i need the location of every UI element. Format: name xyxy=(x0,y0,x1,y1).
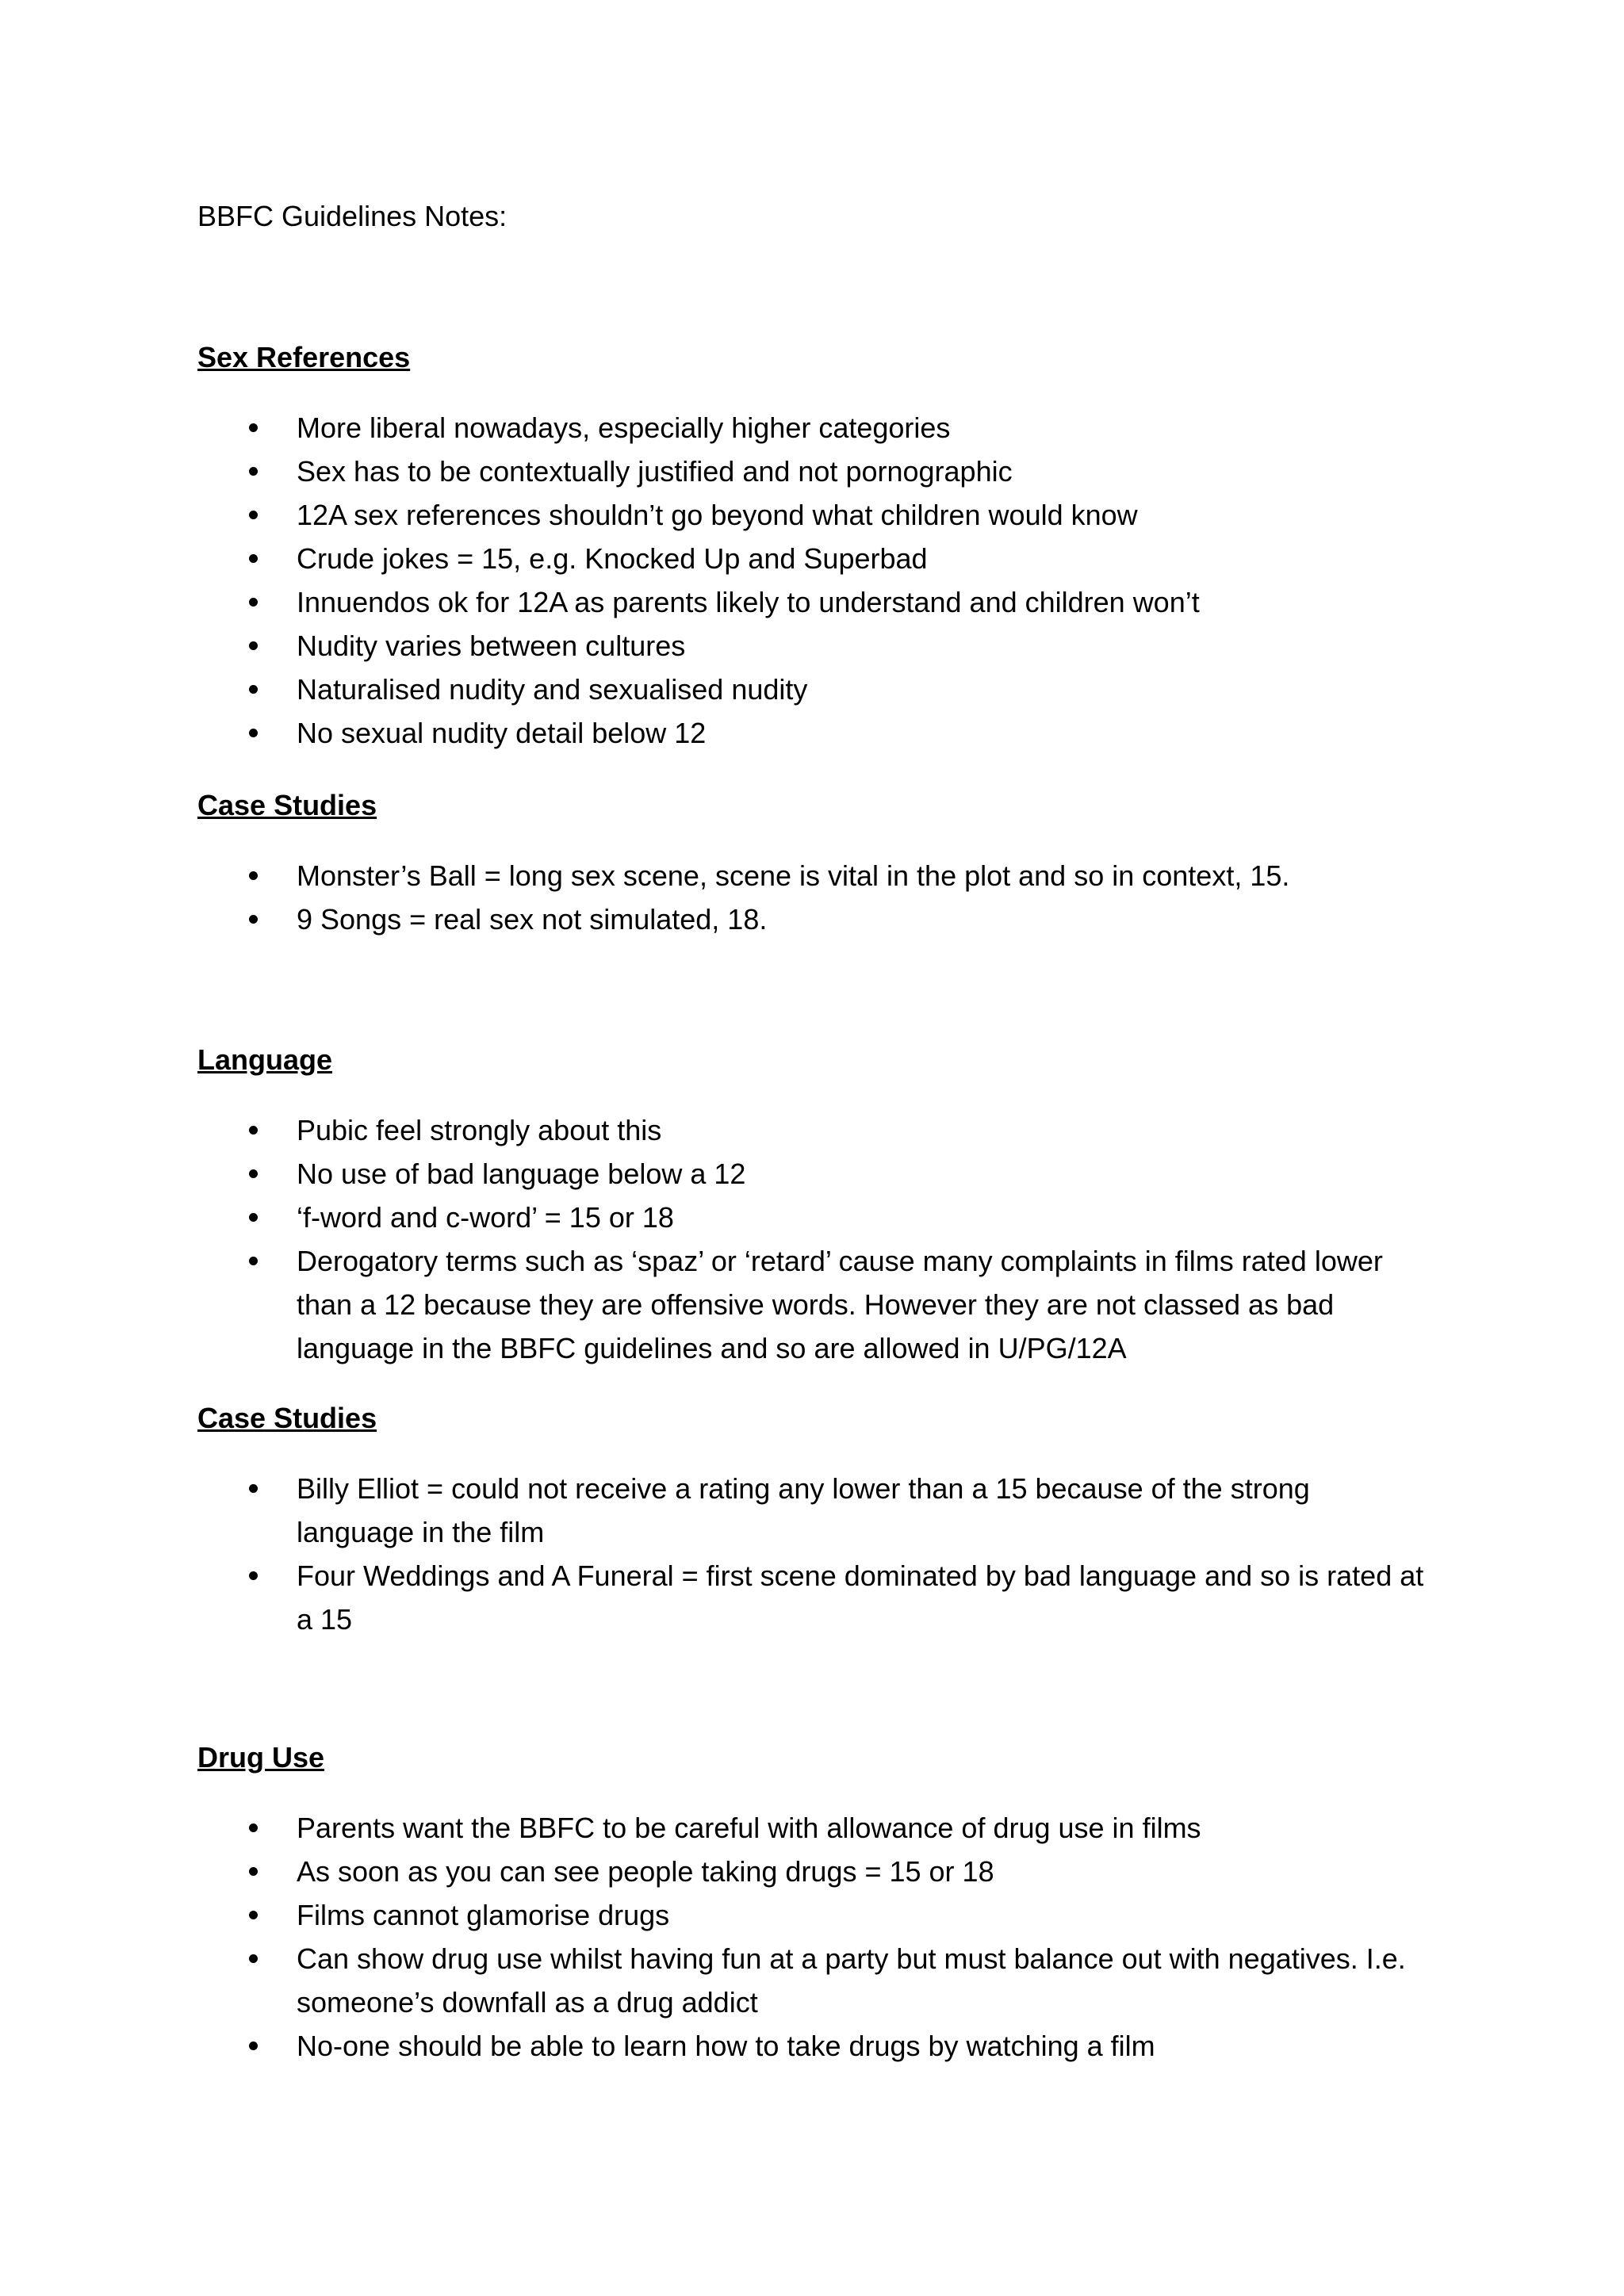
list-item xyxy=(197,668,1434,711)
list-item xyxy=(197,1893,1434,1937)
bullet-icon xyxy=(249,1823,258,1832)
bullet-icon xyxy=(249,915,258,924)
list-item xyxy=(197,580,1434,624)
bullet-text: Sex has to be contextually justified and not pornographic xyxy=(297,455,1013,488)
section-sex-references xyxy=(197,335,1434,755)
bullet-list xyxy=(197,406,1434,755)
bullet-icon xyxy=(249,1257,258,1265)
bullet-icon xyxy=(249,554,258,563)
section-heading: Case Studies xyxy=(197,1402,377,1434)
list-item xyxy=(197,711,1434,755)
list-item xyxy=(197,406,1434,450)
bullet-text: Innuendos ok for 12A as parents likely to understand and children won’t xyxy=(297,586,1200,618)
document-title-block xyxy=(197,194,1434,238)
bullet-text: Derogatory terms such as ‘spaz’ or ‘retard’ cause many complaints in films rated lower than a 12 because they are offensive words. However they are not classed as bad language in the BBFC guidelines and so are allowed in U/PG/12A xyxy=(297,1245,1383,1364)
list-item xyxy=(197,450,1434,493)
section-case-studies-language xyxy=(197,1396,1434,1641)
bullet-text: Can show drug use whilst having fun at a party but must balance out with negatives. I.e. someone’s downfall as a drug addict xyxy=(297,1942,1406,2019)
bullet-icon xyxy=(249,1169,258,1178)
bullet-text: 12A sex references shouldn’t go beyond what children would know xyxy=(297,499,1138,531)
section-drug-use xyxy=(197,1735,1434,2068)
section-heading: Case Studies xyxy=(197,789,377,821)
list-item xyxy=(197,1937,1434,2024)
bullet-icon xyxy=(249,1484,258,1493)
bullet-icon xyxy=(249,1911,258,1919)
bullet-text: No-one should be able to learn how to take drugs by watching a film xyxy=(297,2030,1155,2062)
bullet-icon xyxy=(249,1954,258,1963)
section-case-studies-sex xyxy=(197,783,1434,941)
bullet-icon xyxy=(249,641,258,650)
bullet-text: Billy Elliot = could not receive a rating any lower than a 15 because of the strong language in the film xyxy=(297,1472,1310,1548)
bullet-icon xyxy=(249,685,258,694)
bullet-icon xyxy=(249,423,258,432)
bullet-list xyxy=(197,1806,1434,2068)
bullet-text: No use of bad language below a 12 xyxy=(297,1158,746,1190)
section-heading: Drug Use xyxy=(197,1741,325,1774)
list-item xyxy=(197,1554,1434,1641)
list-item xyxy=(197,1467,1434,1554)
list-item xyxy=(197,537,1434,580)
bullet-icon xyxy=(249,1571,258,1580)
bullet-icon xyxy=(249,511,258,519)
list-item xyxy=(197,1196,1434,1239)
list-item xyxy=(197,1806,1434,1850)
list-item xyxy=(197,2024,1434,2068)
bullet-icon xyxy=(249,598,258,607)
bullet-icon xyxy=(249,1867,258,1876)
list-item xyxy=(197,897,1434,941)
bullet-list xyxy=(197,1108,1434,1370)
bullet-icon xyxy=(249,467,258,476)
section-heading: Sex References xyxy=(197,341,411,373)
bullet-icon xyxy=(249,871,258,880)
bullet-text: As soon as you can see people taking drugs = 15 or 18 xyxy=(297,1855,994,1888)
bullet-text: More liberal nowadays, especially higher categories xyxy=(297,411,951,444)
bullet-text: Crude jokes = 15, e.g. Knocked Up and Superbad xyxy=(297,542,928,575)
bullet-text: Pubic feel strongly about this xyxy=(297,1114,662,1146)
list-item xyxy=(197,1108,1434,1152)
bullet-list xyxy=(197,854,1434,941)
bullet-icon xyxy=(249,2042,258,2050)
list-item xyxy=(197,1152,1434,1196)
bullet-icon xyxy=(249,729,258,737)
document-title: BBFC Guidelines Notes: xyxy=(197,200,508,232)
bullet-text: Parents want the BBFC to be careful with allowance of drug use in films xyxy=(297,1812,1201,1844)
list-item xyxy=(197,493,1434,537)
bullet-text: 9 Songs = real sex not simulated, 18. xyxy=(297,903,768,936)
bullet-text: Films cannot glamorise drugs xyxy=(297,1899,670,1931)
list-item xyxy=(197,1239,1434,1370)
bullet-text: Monster’s Ball = long sex scene, scene is vital in the plot and so in context, 15. xyxy=(297,859,1290,892)
list-item xyxy=(197,854,1434,897)
bullet-icon xyxy=(249,1126,258,1135)
bullet-icon xyxy=(249,1213,258,1222)
bullet-text: No sexual nudity detail below 12 xyxy=(297,717,707,749)
section-language xyxy=(197,1038,1434,1370)
list-item xyxy=(197,1850,1434,1893)
section-heading: Language xyxy=(197,1043,333,1076)
list-item xyxy=(197,624,1434,668)
bullet-text: ‘f-word and c-word’ = 15 or 18 xyxy=(297,1201,674,1234)
bullet-text: Naturalised nudity and sexualised nudity xyxy=(297,673,808,706)
bullet-text: Four Weddings and A Funeral = first scene dominated by bad language and so is rated at a 15 xyxy=(297,1559,1424,1636)
bullet-text: Nudity varies between cultures xyxy=(297,629,686,662)
bullet-list xyxy=(197,1467,1434,1641)
